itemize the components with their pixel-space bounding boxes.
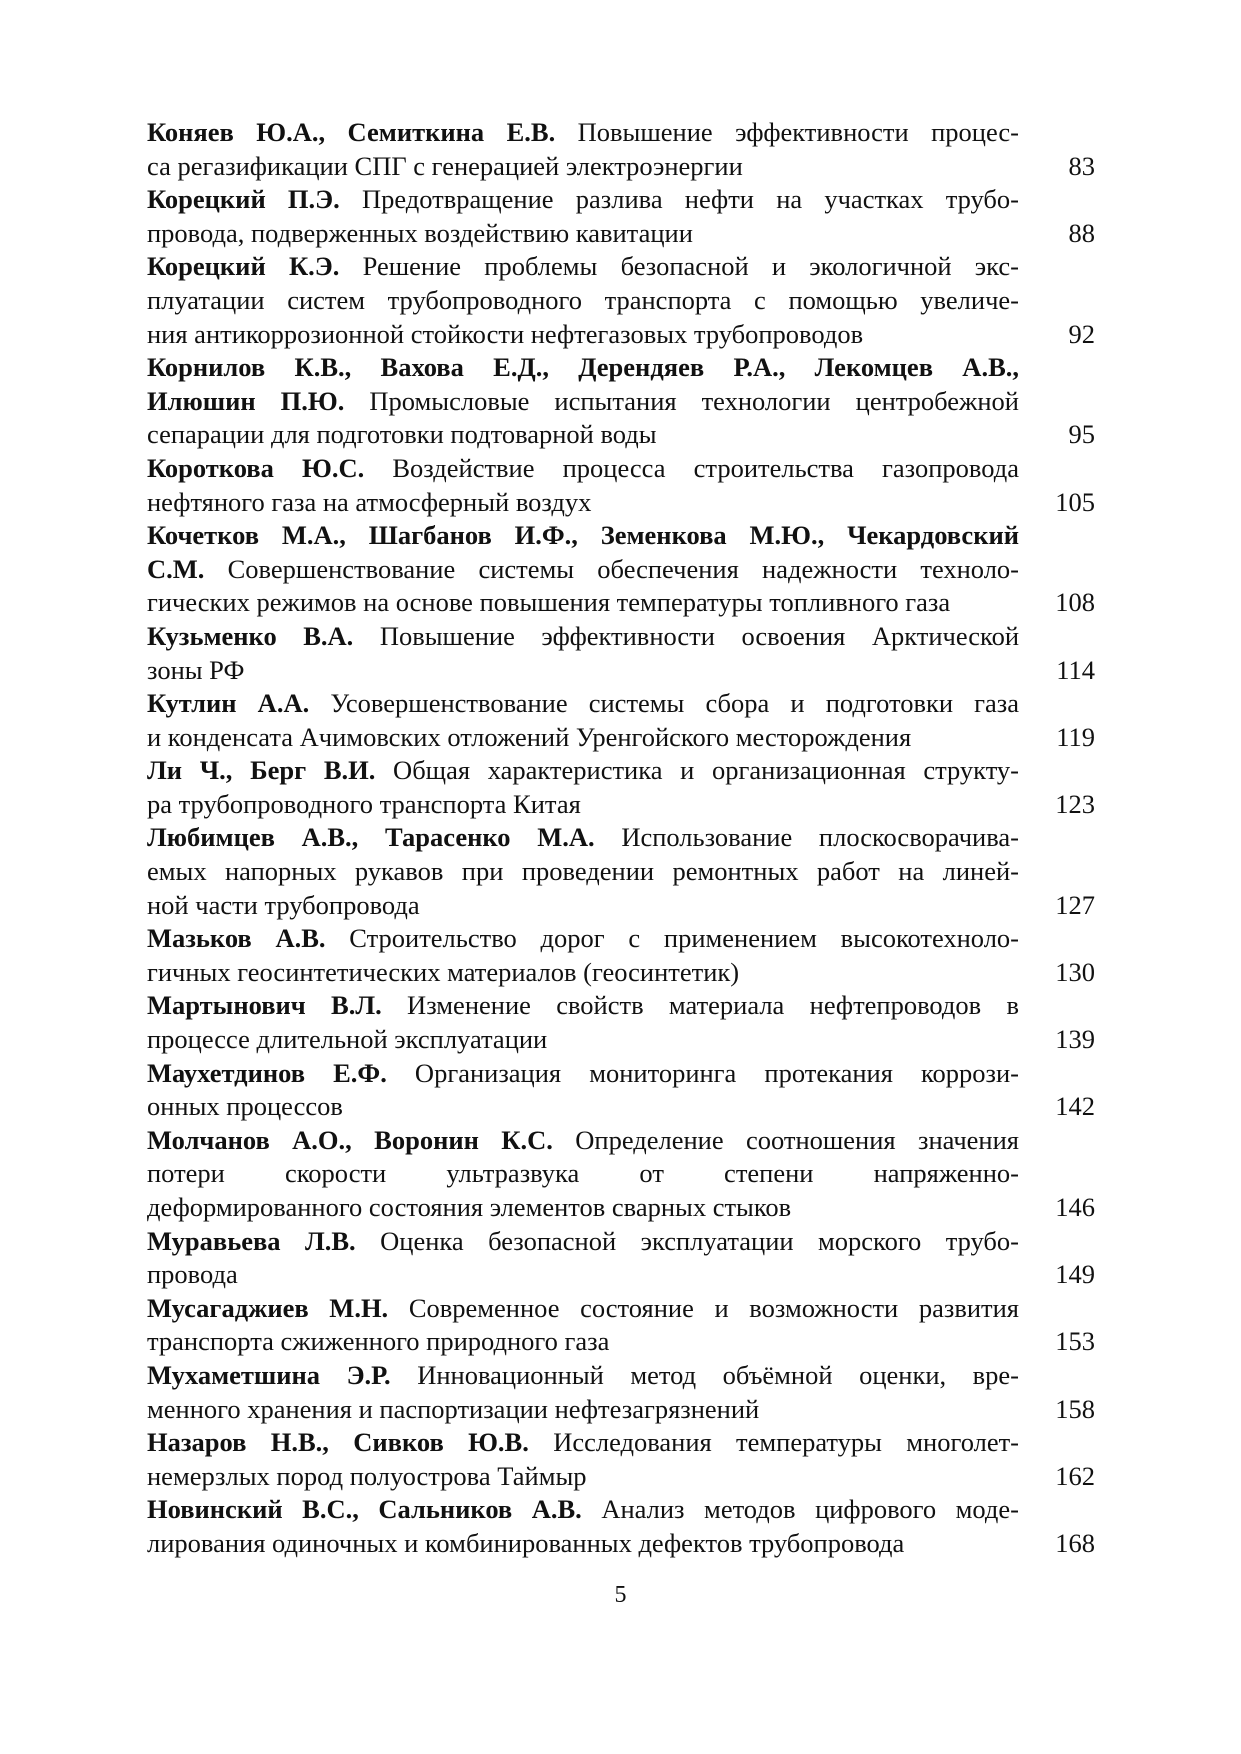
entry-title-text: Повышение эффективности процес- bbox=[555, 117, 1019, 147]
entry-authors: Корецкий П.Э. bbox=[147, 184, 340, 215]
toc-entry-line bbox=[147, 150, 1019, 184]
entry-title-text: гичных геосинтетических материалов (геосинтетик) bbox=[147, 956, 740, 987]
toc-entry bbox=[147, 519, 1095, 620]
entry-title-text: Исследования температуры многолет- bbox=[528, 1427, 1019, 1458]
toc-entry bbox=[147, 116, 1095, 183]
entry-page-number: 153 bbox=[1055, 1326, 1095, 1357]
toc-entry-line bbox=[147, 1225, 1019, 1259]
entry-title-text: Воздействие процесса строительства газопровода bbox=[364, 452, 1019, 483]
toc-entry-line bbox=[147, 116, 1019, 150]
entry-title-text: провода, подверженных воздействию кавитации bbox=[147, 217, 693, 248]
entry-title-text: гических режимов на основе повышения температуры топливного газа bbox=[147, 587, 951, 618]
toc-entry bbox=[147, 183, 1095, 250]
toc-entry-line bbox=[147, 889, 1019, 923]
entry-title-text: Повышение эффективности освоения Арктической bbox=[353, 620, 1020, 651]
toc-entry-line bbox=[147, 1426, 1019, 1460]
toc-entry-line bbox=[147, 553, 1019, 587]
entry-title-text: потери скорости ультразвука от степени напряженно- bbox=[147, 1158, 1019, 1189]
entry-title-text: зоны РФ bbox=[147, 654, 245, 685]
toc-entry-line bbox=[147, 855, 1019, 889]
toc-entry-line bbox=[147, 754, 1019, 788]
entry-page-number: 149 bbox=[1055, 1259, 1095, 1290]
entry-title-text: Совершенствование системы обеспечения надежности техноло- bbox=[204, 553, 1019, 584]
entry-page-number: 130 bbox=[1055, 956, 1095, 987]
entry-title-text: и конденсата Ачимовских отложений Уренгойского месторождения bbox=[147, 721, 912, 752]
toc-entry-line bbox=[147, 1057, 1019, 1091]
toc-entry-line bbox=[147, 922, 1019, 956]
toc-entry bbox=[147, 250, 1095, 351]
entry-authors: Кочетков М.А., Шагбанов И.Ф., Земенкова М.Ю., Чекардовский bbox=[147, 520, 1019, 551]
toc-entry-line bbox=[147, 1157, 1019, 1191]
toc-entry-line bbox=[147, 1090, 1019, 1124]
entry-page-number: 88 bbox=[1068, 217, 1095, 248]
toc-entry bbox=[147, 1359, 1095, 1426]
entry-authors: Короткова Ю.С. bbox=[147, 452, 365, 483]
toc-entry bbox=[147, 1057, 1095, 1124]
entry-authors: Мусагаджиев М.Н. bbox=[147, 1292, 389, 1323]
entry-page-number: 83 bbox=[1068, 150, 1095, 181]
toc-entry-line bbox=[147, 250, 1019, 284]
entry-title-text: Усовершенствование системы сбора и подготовки газа bbox=[309, 688, 1020, 719]
entry-page-number: 105 bbox=[1055, 486, 1095, 517]
entry-page-number: 162 bbox=[1055, 1460, 1095, 1491]
entry-title-text: ния антикоррозионной стойкости нефтегазовых трубопроводов bbox=[147, 318, 864, 349]
entry-title-text: транспорта сжиженного природного газа bbox=[147, 1326, 610, 1357]
toc-entry bbox=[147, 351, 1095, 452]
toc-entry-line bbox=[147, 385, 1019, 419]
entry-page-number: 123 bbox=[1055, 788, 1095, 819]
toc-entry bbox=[147, 620, 1095, 687]
table-of-contents bbox=[147, 116, 1095, 1561]
entry-page-number: 158 bbox=[1055, 1393, 1095, 1424]
entry-authors: Коняев Ю.А., Семиткина Е.В. bbox=[147, 117, 556, 147]
toc-entry bbox=[147, 687, 1095, 754]
entry-authors: Кузьменко В.А. bbox=[147, 620, 354, 651]
entry-title-text: Изменение свойств материала нефтепроводов в bbox=[381, 990, 1019, 1021]
entry-title-text: Инновационный метод объёмной оценки, вре- bbox=[390, 1359, 1020, 1390]
toc-entry-line bbox=[147, 418, 1019, 452]
entry-title-text: онных процессов bbox=[147, 1091, 343, 1122]
entry-title-text: Определение соотношения значения bbox=[552, 1124, 1019, 1155]
entry-page-number: 108 bbox=[1055, 587, 1095, 618]
toc-entry-line bbox=[147, 989, 1019, 1023]
entry-title-text: Организация мониторинга протекания коррози- bbox=[386, 1057, 1019, 1088]
entry-authors: Назаров Н.В., Сивков Ю.В. bbox=[147, 1427, 529, 1458]
entry-authors: Ли Ч., Берг В.И. bbox=[147, 755, 376, 786]
entry-authors: Любимцев А.В., Тарасенко М.А. bbox=[147, 822, 595, 853]
entry-title-text: Промысловые испытания технологии центробежной bbox=[344, 385, 1019, 416]
entry-page-number: 168 bbox=[1055, 1527, 1095, 1558]
entry-title-text: сепарации для подготовки подтоварной воды bbox=[147, 419, 657, 450]
toc-entry-line bbox=[147, 284, 1019, 318]
toc-entry-line bbox=[147, 620, 1019, 654]
toc-entry-line bbox=[147, 1325, 1019, 1359]
entry-page-number: 139 bbox=[1055, 1024, 1095, 1055]
toc-entry bbox=[147, 1225, 1095, 1292]
page-number-footer: 5 bbox=[614, 1582, 627, 1608]
toc-entry bbox=[147, 922, 1095, 989]
toc-entry-line bbox=[147, 788, 1019, 822]
toc-entry-line bbox=[147, 486, 1019, 520]
entry-title-text: нефтяного газа на атмосферный воздух bbox=[147, 486, 592, 517]
entry-title-text: деформированного состояния элементов сварных стыков bbox=[147, 1192, 792, 1222]
entry-authors: Корецкий К.Э. bbox=[147, 251, 340, 282]
toc-entry bbox=[147, 1124, 1095, 1225]
entry-authors: Новинский В.С., Сальников А.В. bbox=[147, 1494, 582, 1525]
toc-entry-line bbox=[147, 1023, 1019, 1057]
toc-entry bbox=[147, 1426, 1095, 1493]
toc-entry-line bbox=[147, 1292, 1019, 1326]
entry-title-text: лирования одиночных и комбинированных дефектов трубопровода bbox=[147, 1527, 905, 1558]
toc-entry bbox=[147, 1292, 1095, 1359]
entry-authors: Мартынович В.Л. bbox=[147, 990, 382, 1021]
entry-title-text: немерзлых пород полуострова Таймыр bbox=[147, 1460, 587, 1491]
toc-entry-line bbox=[147, 586, 1019, 620]
entry-authors: Кутлин А.А. bbox=[147, 688, 310, 719]
entry-title-text: Решение проблемы безопасной и экологичной экс- bbox=[339, 251, 1019, 282]
entry-authors: Корнилов К.В., Вахова Е.Д., Дерендяев Р.А., Лекомцев А.В., bbox=[147, 352, 1019, 383]
toc-entry-line bbox=[147, 956, 1019, 990]
toc-entry-line bbox=[147, 1493, 1019, 1527]
entry-title-text: Общая характеристика и организационная структу- bbox=[375, 755, 1019, 786]
entry-title-text: Строительство дорог с применением высокотехноло- bbox=[325, 923, 1020, 954]
entry-title-text: Анализ методов цифрового моде- bbox=[581, 1494, 1019, 1525]
toc-entry bbox=[147, 989, 1095, 1056]
entry-title-text: менного хранения и паспортизации нефтезагрязнений bbox=[147, 1393, 760, 1424]
entry-title-text: са регазификации СПГ с генерацией электроэнергии bbox=[147, 150, 743, 181]
entry-authors: Муравьева Л.В. bbox=[147, 1225, 356, 1256]
toc-entry-line bbox=[147, 217, 1019, 251]
toc-entry-line bbox=[147, 1191, 1019, 1225]
entry-authors: С.М. bbox=[147, 553, 205, 584]
toc-entry-line bbox=[147, 1359, 1019, 1393]
toc-entry-line bbox=[147, 1527, 1019, 1561]
toc-entry bbox=[147, 452, 1095, 519]
entry-title-text: Оценка безопасной эксплуатации морского трубо- bbox=[355, 1225, 1019, 1256]
entry-page-number: 114 bbox=[1056, 654, 1095, 685]
toc-entry-line bbox=[147, 183, 1019, 217]
entry-authors: Маухетдинов Е.Ф. bbox=[147, 1057, 387, 1088]
entry-page-number: 92 bbox=[1068, 318, 1095, 349]
entry-page-number: 142 bbox=[1055, 1091, 1095, 1122]
toc-entry-line bbox=[147, 1258, 1019, 1292]
entry-page-number: 119 bbox=[1056, 721, 1095, 752]
entry-title-text: Современное состояние и возможности развития bbox=[388, 1292, 1019, 1323]
entry-page-number: 127 bbox=[1055, 889, 1095, 920]
entry-authors: Мухаметшина Э.Р. bbox=[147, 1359, 391, 1390]
toc-entry-line bbox=[147, 687, 1019, 721]
toc-entry-line bbox=[147, 721, 1019, 755]
entry-title-text: емых напорных рукавов при проведении ремонтных работ на линей- bbox=[147, 856, 1019, 887]
entry-authors: Молчанов А.О., Воронин К.С. bbox=[147, 1124, 553, 1155]
toc-entry-line bbox=[147, 1124, 1019, 1158]
entry-title-text: Использование плоскосворачива- bbox=[594, 822, 1019, 853]
toc-entry bbox=[147, 821, 1095, 922]
toc-entry-line bbox=[147, 654, 1019, 688]
entry-page-number: 95 bbox=[1068, 419, 1095, 450]
toc-entry-line bbox=[147, 452, 1019, 486]
entry-page-number: 146 bbox=[1055, 1192, 1095, 1222]
toc-entry bbox=[147, 1493, 1095, 1560]
entry-title-text: плуатации систем трубопроводного транспорта с помощью увеличе- bbox=[147, 284, 1019, 315]
entry-title-text: ра трубопроводного транспорта Китая bbox=[147, 788, 581, 819]
toc-entry-line bbox=[147, 318, 1019, 352]
entry-authors: Илюшин П.Ю. bbox=[147, 385, 345, 416]
toc-entry-line bbox=[147, 821, 1019, 855]
entry-title-text: Предотвращение разлива нефти на участках трубо- bbox=[339, 184, 1019, 215]
toc-entry-line bbox=[147, 1393, 1019, 1427]
entry-authors: Мазьков А.В. bbox=[147, 923, 326, 954]
entry-title-text: процессе длительной эксплуатации bbox=[147, 1024, 548, 1055]
toc-entry-line bbox=[147, 519, 1019, 553]
toc-entry-line bbox=[147, 1460, 1019, 1494]
toc-entry bbox=[147, 754, 1095, 821]
entry-title-text: ной части трубопровода bbox=[147, 889, 420, 920]
toc-entry-line bbox=[147, 351, 1019, 385]
entry-title-text: провода bbox=[147, 1259, 238, 1290]
